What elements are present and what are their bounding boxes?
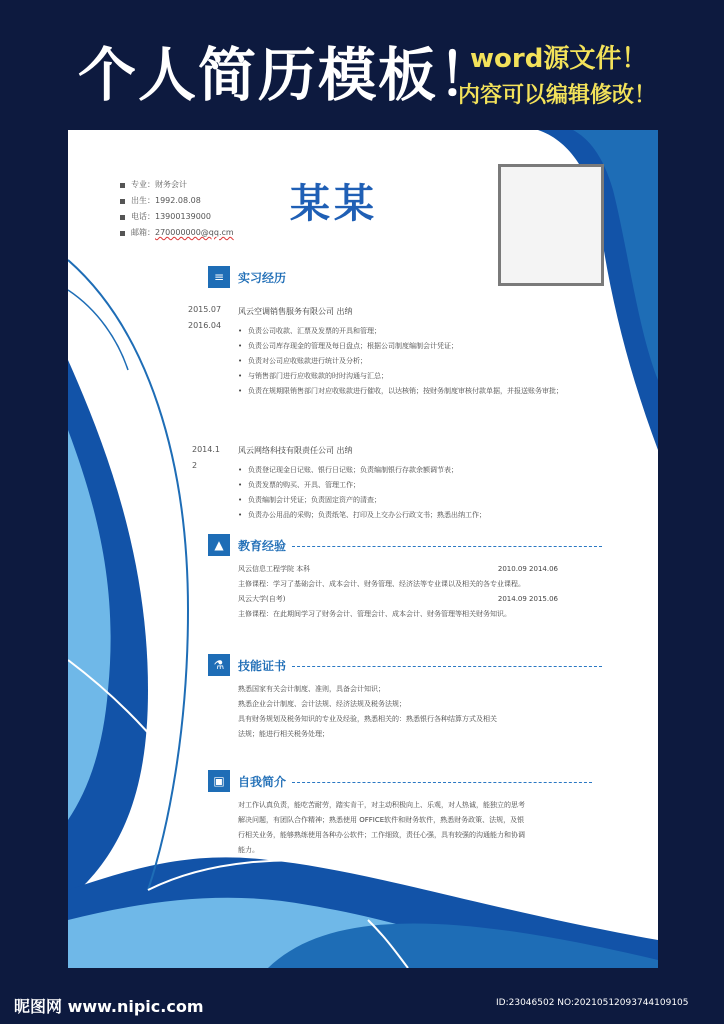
image-id-watermark: ID:23046502 NO:20210512093744109105 — [496, 998, 689, 1008]
internship-2-duties — [238, 463, 608, 523]
education-row: 风云信息工程学院 本科 2010.09 2014.06 — [238, 565, 558, 573]
list-item: • 负责办公用品的采购；负责纸笔、打印及上交办公行政文书；熟悉出纳工作； — [238, 508, 608, 523]
internship-2-company: 风云网络科技有限责任公司 出纳 — [238, 446, 353, 455]
banner-subtitle-word: word源文件！ — [470, 44, 648, 74]
info-phone: 电话： 13900139000 — [120, 209, 234, 225]
section-divider — [292, 546, 602, 547]
flask-icon: ⚗ — [208, 654, 230, 676]
self-intro-text: 对工作认真负责，能吃苦耐劳，踏实肯干，对主动积极向上、乐观，对人热诚，能独立的思考 解决问题，有团队合作精神；熟悉使用 OFFICE软件和财务软件，熟悉财务政策、法规，及银 行相关业务，能够熟练使用各种办公软件；工作细致，责任心强，具有较强的沟通能力和协调 能力。 — [238, 801, 525, 854]
section-title: 技能证书 — [238, 658, 287, 673]
database-icon: ≡ — [208, 266, 230, 288]
internship-1-dates: 2015.07 2016.04 — [188, 305, 222, 330]
info-major: 专业： 财务会计 — [120, 177, 234, 193]
info-bullet-icon — [120, 231, 125, 236]
banner-subtitle-edit: 内容可以编辑修改！ — [458, 83, 657, 108]
section-self-intro — [208, 770, 592, 792]
resume-page — [68, 130, 658, 968]
list-item: • 负责在规期限销售部门对应收账款进行催收，以达核销；按财务制度审核付款单据，并报送账务审批； — [238, 384, 608, 399]
info-bullet-icon — [120, 215, 125, 220]
info-bullet-icon — [120, 183, 125, 188]
education-list — [238, 562, 588, 622]
nipic-logo: 昵图网 www.nipic.com — [14, 997, 204, 1016]
graduation-cap-icon: ▲ — [208, 534, 230, 556]
info-bullet-icon — [120, 199, 125, 204]
section-title: 自我简介 — [238, 774, 287, 789]
list-item: • 负责公司收款、汇票及发票的开具和管理； — [238, 324, 608, 339]
section-title: 教育经验 — [238, 538, 287, 553]
info-birth: 出生： 1992.08.08 — [120, 193, 234, 209]
internship-1-company: 风云空调销售服务有限公司 出纳 — [238, 307, 353, 316]
photo-placeholder — [498, 164, 604, 286]
education-row: 风云大学(自考) 2014.09 2015.06 — [238, 595, 558, 603]
section-skills — [208, 654, 602, 676]
list-item: • 与销售部门进行应收账款的时时沟通与汇总； — [238, 369, 608, 384]
list-item: • 负责公司库存现金的管理及每日盘点；根据公司制度编制会计凭证； — [238, 339, 608, 354]
info-email: 邮箱： 270000000@qq.cm — [120, 225, 234, 241]
section-internship — [208, 266, 286, 288]
list-item: • 负责登记现金日记账、银行日记账；负责编制银行存款余额调节表； — [238, 463, 608, 478]
education-courses: 主修课程：学习了基础会计、成本会计、财务管理、经济法等专业课以及相关的各专业课程。 — [238, 580, 525, 588]
banner-title: 个人简历模板！ — [78, 41, 499, 109]
portrait-icon: ▣ — [208, 770, 230, 792]
list-item: • 负责对公司应收账款进行统计及分析； — [238, 354, 608, 369]
education-courses: 主修课程：在此期间学习了财务会计、管理会计、成本会计、财务管理等相关财务知识。 — [238, 610, 511, 618]
list-item: • 负责编制会计凭证；负责固定资产的清查； — [238, 493, 608, 508]
section-education — [208, 534, 602, 556]
section-divider — [292, 666, 602, 667]
candidate-name: 某某 — [290, 181, 378, 227]
skills-list: 熟悉国家有关会计制度、准则，具备会计知识； 熟悉企业会计制度、会计法规、经济法规及税务法规； 具有财务规划及税务知识的专业及经验，熟悉相关的：熟悉银行各种结算方式及相关 法规；能进行相关税务处理； — [238, 685, 497, 738]
section-divider — [292, 782, 592, 783]
list-item: • 负责发票的购买、开具、管理工作； — [238, 478, 608, 493]
personal-info — [120, 177, 234, 241]
internship-2-dates: 2014.1 2 — [192, 445, 220, 470]
internship-1-duties — [238, 324, 608, 399]
section-title: 实习经历 — [238, 270, 287, 285]
